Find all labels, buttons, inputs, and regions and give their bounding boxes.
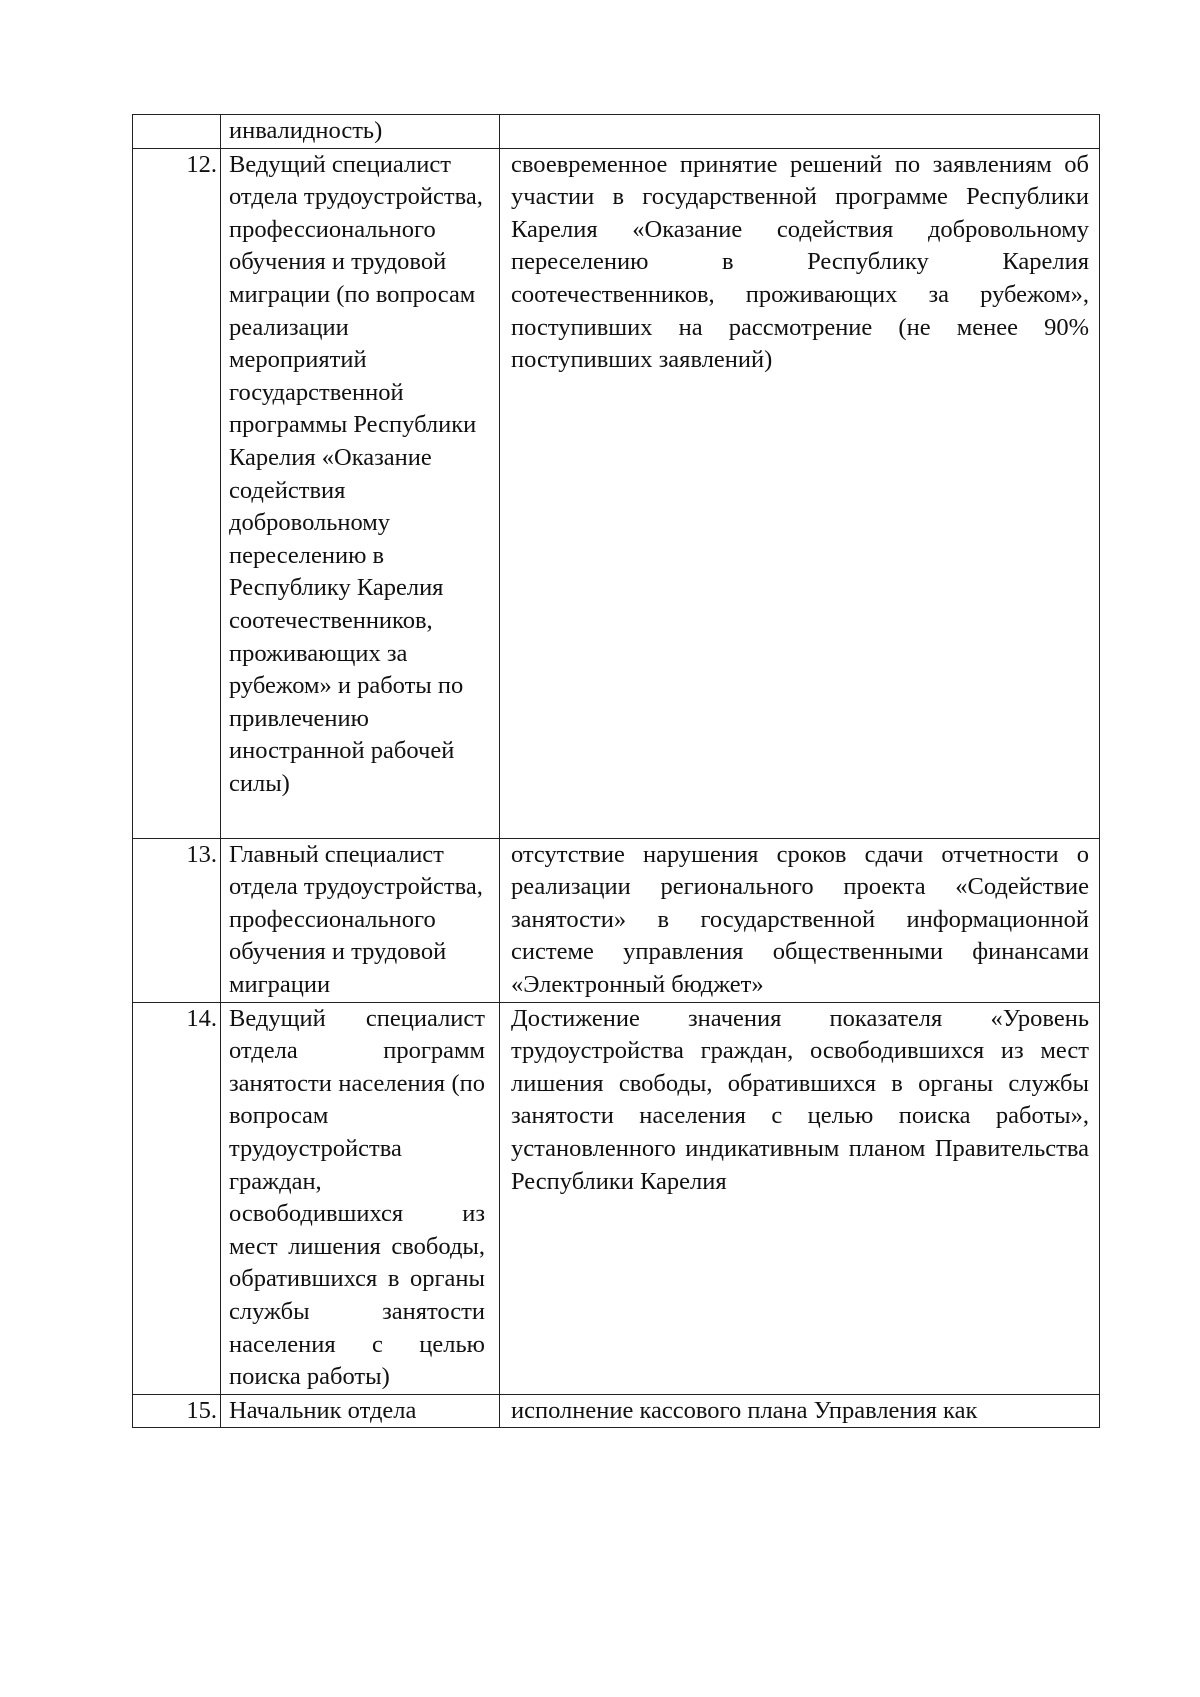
- criteria-text: Достижение значения показателя «Уровень трудоустройства граждан, освободившихся из мест лишения свободы, обратившихся в органы службы занятости населения с целью поиска работы», установленного индикативным планом Правительства Республики Карелия: [511, 1004, 1089, 1195]
- criteria-table: [132, 114, 1100, 1428]
- criteria-cell: [500, 1002, 1100, 1394]
- table-row: [133, 148, 1100, 838]
- position-cell: [221, 1002, 500, 1394]
- row-number: 14.: [133, 1002, 221, 1394]
- row-number: [133, 115, 221, 149]
- position-cell: [221, 838, 500, 1002]
- table-row: [133, 1002, 1100, 1394]
- criteria-text: исполнение кассового плана Управления как: [511, 1396, 978, 1424]
- table-row: [133, 115, 1100, 149]
- position-cell: [221, 115, 500, 149]
- criteria-cell: [500, 148, 1100, 838]
- criteria-text: своевременное принятие решений по заявлениям об участии в государственной программе Республики Карелия «Оказание содействия добровольному переселению в Республику Карелия соотечественников, проживающих за рубежом», поступивших на рассмотрение (не менее 90% поступивших заявлений): [511, 150, 1089, 374]
- position-cell: [221, 1394, 500, 1428]
- position-text: Начальник отдела: [229, 1396, 417, 1424]
- position-text: Главный специалист отдела трудоустройства, профессионального обучения и трудовой миграции: [229, 840, 483, 998]
- row-number: 15.: [133, 1394, 221, 1428]
- criteria-text: отсутствие нарушения сроков сдачи отчетности о реализации регионального проекта «Содействие занятости» в государственной информационной системе управления общественными финансами «Электронный бюджет»: [511, 840, 1089, 998]
- row-number: 13.: [133, 838, 221, 1002]
- row-number: 12.: [133, 148, 221, 838]
- position-text: Ведущий специалист отдела трудоустройства, профессионального обучения и трудовой миграции (по вопросам реализации мероприятий государственной программы Республики Карелия «Оказание содействия добровольному переселению в Республику Карелия соотечественников, проживающих за рубежом» и работы по привлечению иностранной рабочей силы): [229, 150, 483, 797]
- position-text: Ведущий специалист отдела программ занятости населения (по вопросам трудоустройства граждан, освободившихся из мест лишения свободы, обратившихся в органы службы занятости населения с целью поиска работы): [229, 1004, 485, 1391]
- criteria-cell: [500, 1394, 1100, 1428]
- position-cell: [221, 148, 500, 838]
- criteria-cell: [500, 115, 1100, 149]
- position-text: инвалидность): [229, 117, 383, 144]
- table-row: [133, 1394, 1100, 1428]
- criteria-cell: [500, 838, 1100, 1002]
- table-row: [133, 838, 1100, 1002]
